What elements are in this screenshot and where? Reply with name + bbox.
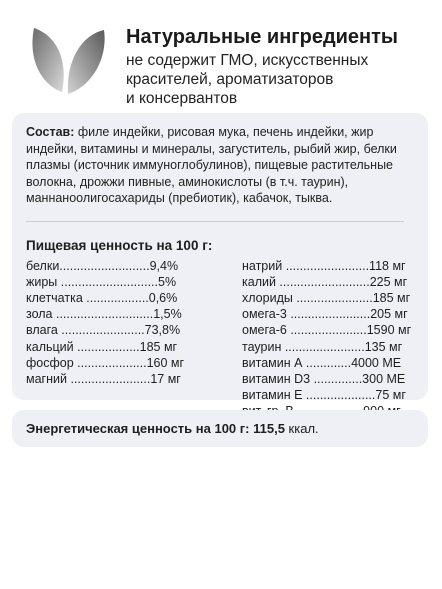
nutrition-row: клетчатка ..................0,6% bbox=[26, 290, 178, 305]
nutrition-row: калий ..........................225 мг bbox=[242, 274, 408, 289]
nutrition-row: омега-6 ......................1590 мг bbox=[242, 323, 412, 338]
composition-body: филе индейки, рисовая мука, печень индейки, жир индейки, витамины и минералы, загуститель, рыбий жир, белки плазмы (источник иммуноглобулинов), пищевые растительные волокна, дрожжи пивные, аминокислоты (в т.ч. таурин), маннаноолигосахариды (пребиотик), кабачок, тыква. bbox=[26, 125, 397, 205]
nutrition-row: зола ............................1,5% bbox=[26, 307, 182, 322]
nutrition-row: витамин Е ....................75 мг bbox=[242, 388, 406, 403]
nutrition-row: омега-3 .......................205 мг bbox=[242, 307, 408, 322]
composition-text bbox=[26, 124, 414, 207]
nutrition-row: белки..........................9,4% bbox=[26, 258, 179, 273]
nutrition-row: фосфор ....................160 мг bbox=[26, 355, 185, 370]
nutrition-row: кальций ..................185 мг bbox=[26, 339, 178, 354]
nutrition-table bbox=[26, 258, 414, 408]
nutrition-row: хлориды ......................185 мг bbox=[242, 290, 411, 305]
nutrition-right-column bbox=[242, 258, 426, 420]
header-line-2: красителей, ароматизаторов bbox=[126, 71, 334, 88]
nutrition-row: витамин D3 ..............300 МЕ bbox=[242, 371, 406, 386]
nutrition-row: влага ........................73,8% bbox=[26, 323, 181, 338]
composition-label: Состав: bbox=[26, 125, 75, 139]
composition-panel bbox=[12, 113, 428, 403]
header-line-3: и консервантов bbox=[126, 90, 238, 107]
header bbox=[126, 26, 426, 108]
nutrition-row: витамин А .............4000 МЕ bbox=[242, 355, 402, 370]
divider bbox=[26, 221, 404, 222]
leaves-icon bbox=[26, 22, 108, 100]
nutrition-left-column bbox=[26, 258, 206, 388]
nutrition-row: таурин .......................135 мг bbox=[242, 339, 403, 354]
header-title: Натуральные ингредиенты bbox=[126, 26, 399, 48]
nutrition-row: жиры ............................5% bbox=[26, 274, 177, 289]
energy-value bbox=[26, 421, 414, 437]
energy-panel bbox=[12, 410, 428, 447]
nutrition-row: натрий ........................118 мг bbox=[242, 258, 406, 273]
nutrition-title: Пищевая ценность на 100 г: bbox=[26, 237, 213, 253]
nutrition-row: магний .......................17 мг bbox=[26, 371, 181, 386]
energy-label: Энергетическая ценность на 100 г: 115,5 bbox=[26, 421, 285, 436]
header-line-1: не содержит ГМО, искусственных bbox=[126, 52, 369, 69]
energy-unit: ккал. bbox=[284, 421, 319, 436]
